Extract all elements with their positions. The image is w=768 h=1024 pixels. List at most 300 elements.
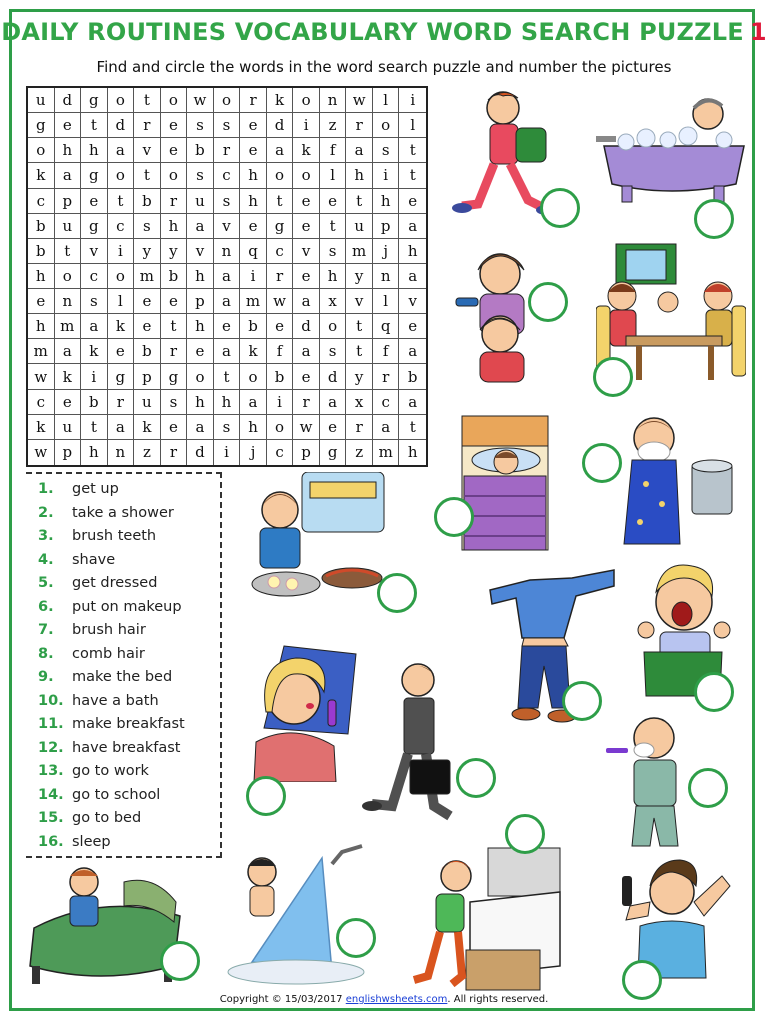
grid-letter[interactable]: e <box>214 314 241 339</box>
grid-letter[interactable]: s <box>373 138 400 163</box>
word-number: 9. <box>38 669 54 685</box>
grid-letter[interactable]: e <box>134 314 161 339</box>
grid-letter[interactable]: r <box>134 113 161 138</box>
word-text: comb hair <box>72 645 145 662</box>
grid-letter[interactable]: x <box>346 390 373 415</box>
grid-letter[interactable]: a <box>187 214 214 239</box>
word-text: sleep <box>72 833 111 850</box>
grid-letter[interactable]: e <box>240 214 267 239</box>
grid-letter[interactable]: n <box>373 264 400 289</box>
grid-letter[interactable]: h <box>187 314 214 339</box>
grid-letter[interactable]: t <box>399 415 426 440</box>
word-number: 13. <box>38 763 64 779</box>
grid-letter[interactable]: e <box>161 113 188 138</box>
word-text: take a shower <box>72 504 174 521</box>
word-number: 15. <box>38 810 64 826</box>
word-number: 3. <box>38 528 54 544</box>
word-text: get dressed <box>72 575 158 591</box>
grid-letter[interactable]: g <box>267 214 294 239</box>
grid-letter[interactable]: z <box>134 440 161 465</box>
grid-letter[interactable]: d <box>267 113 294 138</box>
copyright-link[interactable]: englishwsheets.com <box>345 994 448 1005</box>
grid-letter[interactable]: c <box>28 189 55 214</box>
grid-letter[interactable]: u <box>134 390 161 415</box>
grid-letter[interactable]: c <box>267 239 294 264</box>
grid-letter[interactable]: o <box>187 364 214 389</box>
grid-letter[interactable]: y <box>346 364 373 389</box>
grid-letter[interactable]: a <box>81 314 108 339</box>
grid-letter[interactable]: k <box>267 88 294 113</box>
grid-letter[interactable]: d <box>320 364 347 389</box>
grid-letter[interactable]: y <box>161 239 188 264</box>
picture-take-a-shower <box>222 842 368 986</box>
grid-letter[interactable]: n <box>108 440 135 465</box>
answer-circle[interactable] <box>540 188 580 228</box>
grid-letter[interactable]: t <box>320 214 347 239</box>
word-text: brush teeth <box>72 528 157 544</box>
grid-letter[interactable]: i <box>108 239 135 264</box>
word-list-item <box>38 784 160 806</box>
grid-letter[interactable]: a <box>187 415 214 440</box>
word-number: 8. <box>38 645 54 662</box>
grid-letter[interactable]: a <box>267 138 294 163</box>
picture-brush-teeth <box>604 708 700 854</box>
grid-letter[interactable]: e <box>267 314 294 339</box>
grid-letter[interactable]: o <box>108 88 135 113</box>
grid-letter[interactable]: d <box>108 113 135 138</box>
word-text: make breakfast <box>72 716 185 732</box>
grid-letter[interactable]: i <box>267 390 294 415</box>
grid-letter[interactable]: o <box>55 264 82 289</box>
grid-letter[interactable]: p <box>373 214 400 239</box>
grid-letter[interactable]: s <box>187 163 214 188</box>
grid-letter[interactable]: i <box>293 113 320 138</box>
word-text: put on makeup <box>72 598 182 615</box>
grid-letter[interactable]: h <box>346 163 373 188</box>
answer-circle[interactable] <box>582 443 622 483</box>
grid-letter[interactable]: t <box>346 339 373 364</box>
grid-letter[interactable]: k <box>28 415 55 440</box>
grid-letter[interactable]: r <box>293 390 320 415</box>
grid-letter[interactable]: r <box>108 390 135 415</box>
grid-letter[interactable]: h <box>407 443 418 462</box>
grid-letter[interactable]: h <box>187 390 214 415</box>
grid-letter[interactable]: r <box>346 415 373 440</box>
grid-letter[interactable]: r <box>214 138 241 163</box>
grid-letter[interactable]: e <box>320 415 347 440</box>
grid-letter[interactable]: e <box>187 339 214 364</box>
grid-letter[interactable]: e <box>293 264 320 289</box>
grid-letter[interactable]: i <box>214 440 241 465</box>
grid-letter[interactable]: t <box>134 163 161 188</box>
grid-letter[interactable]: s <box>214 415 241 440</box>
grid-letter[interactable]: m <box>28 339 55 364</box>
word-list-item <box>38 737 180 759</box>
grid-letter[interactable]: z <box>320 113 347 138</box>
grid-letter[interactable]: h <box>55 138 82 163</box>
grid-letter[interactable]: o <box>293 88 320 113</box>
grid-letter[interactable]: o <box>28 138 55 163</box>
grid-letter[interactable]: n <box>320 88 347 113</box>
answer-circle[interactable] <box>505 814 545 854</box>
grid-letter[interactable]: a <box>108 415 135 440</box>
grid-letter[interactable]: o <box>161 88 188 113</box>
word-number: 7. <box>38 622 54 638</box>
answer-circle[interactable] <box>562 681 602 721</box>
grid-letter[interactable]: k <box>240 339 267 364</box>
grid-letter[interactable]: a <box>399 214 426 239</box>
answer-circle[interactable] <box>456 758 496 798</box>
answer-circle[interactable] <box>694 672 734 712</box>
grid-letter[interactable]: e <box>293 364 320 389</box>
word-text: shave <box>72 551 116 568</box>
grid-letter[interactable]: l <box>373 88 400 113</box>
grid-letter[interactable]: o <box>240 364 267 389</box>
grid-letter[interactable]: w <box>267 289 294 314</box>
grid-letter[interactable]: f <box>267 339 294 364</box>
grid-letter[interactable]: v <box>399 289 426 314</box>
grid-letter[interactable]: t <box>214 364 241 389</box>
grid-letter[interactable]: a <box>293 289 320 314</box>
grid-letter[interactable]: e <box>134 289 161 314</box>
grid-letter[interactable]: k <box>108 314 135 339</box>
grid-letter[interactable]: f <box>373 339 400 364</box>
grid-letter[interactable]: e <box>161 415 188 440</box>
answer-circle[interactable] <box>377 573 417 613</box>
grid-letter[interactable]: m <box>134 264 161 289</box>
copyright-text: Copyright © 15/03/2017 <box>219 994 346 1005</box>
answer-circle[interactable] <box>160 941 200 981</box>
grid-letter[interactable]: a <box>373 415 400 440</box>
grid-letter[interactable]: e <box>399 314 426 339</box>
grid-letter[interactable]: b <box>267 364 294 389</box>
grid-letter[interactable]: d <box>55 88 82 113</box>
grid-letter[interactable]: a <box>214 264 241 289</box>
grid-letter[interactable]: e <box>28 289 55 314</box>
grid-letter[interactable]: s <box>81 289 108 314</box>
grid-letter[interactable]: v <box>187 239 214 264</box>
grid-letter[interactable]: k <box>28 163 55 188</box>
grid-letter[interactable]: n <box>214 239 241 264</box>
word-text: get up <box>72 481 119 497</box>
grid-letter[interactable]: g <box>320 440 347 465</box>
grid-letter[interactable]: s <box>187 113 214 138</box>
grid-letter[interactable]: o <box>320 314 347 339</box>
word-text: go to bed <box>72 810 142 826</box>
picture-sleep <box>460 410 552 556</box>
word-text: go to school <box>72 786 161 803</box>
grid-letter[interactable]: u <box>55 415 82 440</box>
title-text: DAILY ROUTINES VOCABULARY WORD SEARCH PUZZLE <box>1 18 744 46</box>
grid-letter[interactable]: t <box>108 189 135 214</box>
grid-letter[interactable]: c <box>28 390 55 415</box>
grid-letter[interactable]: t <box>55 239 82 264</box>
grid-letter[interactable]: z <box>346 440 373 465</box>
grid-letter[interactable]: h <box>373 189 400 214</box>
grid-letter[interactable]: m <box>373 440 400 465</box>
grid-letter[interactable]: o <box>293 163 320 188</box>
grid-letter[interactable]: u <box>346 214 373 239</box>
word-number: 16. <box>38 833 64 850</box>
grid-letter[interactable]: e <box>161 289 188 314</box>
word-text: brush hair <box>72 622 146 638</box>
grid-letter[interactable]: b <box>161 264 188 289</box>
grid-letter[interactable]: h <box>240 415 267 440</box>
grid-letter[interactable]: e <box>161 138 188 163</box>
grid-letter[interactable]: p <box>293 440 320 465</box>
grid-letter[interactable]: a <box>293 339 320 364</box>
picture-make-the-bed <box>400 846 566 992</box>
copyright-suffix: . All rights reserved. <box>447 994 549 1005</box>
grid-letter[interactable]: s <box>320 339 347 364</box>
grid-letter[interactable]: s <box>214 189 241 214</box>
grid-letter[interactable]: l <box>373 289 400 314</box>
grid-letter[interactable]: o <box>373 113 400 138</box>
grid-letter[interactable]: j <box>240 440 267 465</box>
grid-letter[interactable]: e <box>293 214 320 239</box>
grid-letter[interactable]: w <box>293 415 320 440</box>
grid-letter[interactable]: k <box>134 415 161 440</box>
word-number: 14. <box>38 786 64 803</box>
grid-letter[interactable]: r <box>161 339 188 364</box>
grid-letter[interactable]: u <box>187 189 214 214</box>
word-number: 10. <box>38 692 64 709</box>
grid-letter[interactable]: p <box>55 189 82 214</box>
grid-letter[interactable]: b <box>240 314 267 339</box>
grid-letter[interactable]: t <box>134 88 161 113</box>
grid-letter[interactable]: r <box>267 264 294 289</box>
grid-letter[interactable]: a <box>399 339 426 364</box>
word-text: make the bed <box>72 669 173 685</box>
grid-letter[interactable]: e <box>55 113 82 138</box>
picture-go-to-bed <box>24 862 184 986</box>
grid-letter[interactable]: m <box>55 314 82 339</box>
instructions: Find and circle the words in the word search puzzle and number the pictures <box>96 58 672 76</box>
grid-letter[interactable]: v <box>214 214 241 239</box>
picture-shave <box>606 404 736 550</box>
grid-letter[interactable]: m <box>240 289 267 314</box>
grid-letter[interactable]: d <box>187 440 214 465</box>
answer-circle[interactable] <box>593 357 633 397</box>
grid-letter[interactable]: s <box>320 239 347 264</box>
grid-letter[interactable]: o <box>267 415 294 440</box>
grid-letter[interactable]: r <box>161 440 188 465</box>
grid-letter[interactable]: h <box>214 390 241 415</box>
grid-letter[interactable]: i <box>399 88 426 113</box>
grid-letter[interactable]: v <box>346 289 373 314</box>
grid-letter[interactable]: a <box>399 390 426 415</box>
grid-letter[interactable]: e <box>240 113 267 138</box>
grid-letter[interactable]: s <box>134 214 161 239</box>
grid-letter[interactable]: t <box>267 189 294 214</box>
grid-letter[interactable]: l <box>320 163 347 188</box>
grid-letter[interactable]: f <box>320 138 347 163</box>
grid-letter[interactable]: q <box>240 239 267 264</box>
grid-letter[interactable]: j <box>373 239 400 264</box>
word-search-grid[interactable] <box>26 86 428 467</box>
grid-letter[interactable]: a <box>320 390 347 415</box>
word-list-item <box>38 478 119 500</box>
grid-letter[interactable]: h <box>28 314 55 339</box>
grid-letter[interactable]: h <box>240 189 267 214</box>
grid-letter[interactable]: w <box>187 88 214 113</box>
grid-letter[interactable]: o <box>108 264 135 289</box>
grid-letter[interactable]: x <box>320 289 347 314</box>
answer-circle[interactable] <box>528 282 568 322</box>
grid-letter[interactable]: l <box>108 289 135 314</box>
worksheet-title <box>0 18 768 46</box>
grid-letter[interactable]: d <box>293 314 320 339</box>
word-list-item <box>38 643 145 665</box>
grid-letter[interactable]: v <box>81 239 108 264</box>
grid-letter[interactable]: e <box>399 189 426 214</box>
answer-circle[interactable] <box>694 199 734 239</box>
grid-letter[interactable]: a <box>55 163 82 188</box>
picture-have-a-bath <box>596 86 746 210</box>
grid-letter[interactable]: h <box>320 264 347 289</box>
grid-letter[interactable]: g <box>108 364 135 389</box>
word-list-item <box>38 549 115 571</box>
grid-letter[interactable]: q <box>373 314 400 339</box>
grid-letter[interactable]: k <box>293 138 320 163</box>
grid-letter[interactable]: i <box>373 163 400 188</box>
grid-letter[interactable]: h <box>81 138 108 163</box>
grid-letter[interactable]: c <box>108 214 135 239</box>
grid-letter[interactable]: b <box>134 189 161 214</box>
grid-letter[interactable]: b <box>28 214 55 239</box>
grid-letter[interactable]: g <box>28 113 55 138</box>
grid-letter[interactable]: t <box>399 163 426 188</box>
grid-letter[interactable]: h <box>240 163 267 188</box>
word-list-item <box>38 831 111 853</box>
grid-letter[interactable]: w <box>28 364 55 389</box>
grid-letter[interactable]: e <box>320 189 347 214</box>
grid-letter[interactable]: g <box>81 88 108 113</box>
grid-letter[interactable]: t <box>161 314 188 339</box>
grid-letter[interactable]: e <box>81 189 108 214</box>
grid-letter[interactable]: r <box>373 364 400 389</box>
word-list-item <box>38 619 146 641</box>
grid-letter[interactable]: m <box>346 239 373 264</box>
word-text: have a bath <box>72 692 159 709</box>
grid-letter[interactable]: t <box>81 415 108 440</box>
grid-letter[interactable]: k <box>81 339 108 364</box>
answer-circle[interactable] <box>434 497 474 537</box>
grid-letter[interactable]: a <box>108 138 135 163</box>
grid-letter[interactable]: e <box>240 138 267 163</box>
grid-letter[interactable]: u <box>55 214 82 239</box>
grid-letter[interactable]: u <box>28 88 55 113</box>
picture-make-breakfast <box>246 472 386 612</box>
grid-letter[interactable]: h <box>187 264 214 289</box>
grid-letter[interactable]: w <box>346 88 373 113</box>
grid-letter[interactable]: g <box>81 214 108 239</box>
grid-letter[interactable]: b <box>187 138 214 163</box>
grid-letter[interactable]: a <box>240 390 267 415</box>
word-list-item <box>38 525 156 547</box>
grid-letter[interactable]: h <box>399 239 426 264</box>
word-number: 12. <box>38 739 64 756</box>
grid-letter[interactable]: v <box>134 138 161 163</box>
grid-letter[interactable]: b <box>134 339 161 364</box>
word-list-item <box>38 713 185 735</box>
grid-letter[interactable]: v <box>293 239 320 264</box>
grid-letter[interactable]: y <box>346 264 373 289</box>
word-number: 1. <box>38 481 54 497</box>
grid-letter[interactable]: h <box>28 264 55 289</box>
word-text: have breakfast <box>72 739 181 756</box>
picture-put-on-makeup <box>244 642 362 782</box>
grid-letter[interactable]: t <box>346 314 373 339</box>
grid-letter[interactable]: r <box>346 113 373 138</box>
grid-letter[interactable]: h <box>161 214 188 239</box>
word-number: 4. <box>38 551 54 568</box>
grid-letter[interactable]: a <box>214 289 241 314</box>
grid-letter[interactable]: e <box>108 339 135 364</box>
grid-letter[interactable]: b <box>28 239 55 264</box>
grid-letter[interactable]: b <box>81 390 108 415</box>
grid-letter[interactable]: s <box>161 390 188 415</box>
grid-letter[interactable]: p <box>187 289 214 314</box>
grid-letter[interactable]: o <box>161 163 188 188</box>
grid-letter[interactable]: i <box>240 264 267 289</box>
grid-letter[interactable]: t <box>81 113 108 138</box>
copyright-footer <box>0 994 768 1005</box>
grid-letter[interactable]: w <box>28 440 55 465</box>
answer-circle[interactable] <box>336 918 376 958</box>
grid-letter[interactable]: p <box>55 440 82 465</box>
title-number: 1 <box>749 18 767 46</box>
grid-letter[interactable]: t <box>399 138 426 163</box>
grid-letter[interactable]: c <box>373 390 400 415</box>
grid-letter[interactable]: r <box>161 189 188 214</box>
grid-letter[interactable]: c <box>214 163 241 188</box>
word-number: 6. <box>38 598 54 615</box>
grid-letter[interactable]: t <box>346 189 373 214</box>
answer-circle[interactable] <box>688 768 728 808</box>
grid-letter[interactable]: h <box>81 440 108 465</box>
grid-letter[interactable]: y <box>134 239 161 264</box>
grid-letter[interactable]: i <box>81 364 108 389</box>
grid-letter[interactable]: c <box>81 264 108 289</box>
grid-letter[interactable]: g <box>81 163 108 188</box>
grid-letter[interactable]: n <box>55 289 82 314</box>
word-text: go to work <box>72 763 149 779</box>
grid-letter[interactable]: a <box>214 339 241 364</box>
grid-letter[interactable]: l <box>399 113 426 138</box>
grid-letter[interactable]: r <box>240 88 267 113</box>
word-list-item <box>38 666 172 688</box>
grid-letter[interactable]: b <box>399 364 426 389</box>
grid-letter[interactable]: o <box>267 163 294 188</box>
grid-letter[interactable]: a <box>346 138 373 163</box>
grid-letter[interactable]: c <box>267 440 294 465</box>
answer-circle[interactable] <box>246 776 286 816</box>
word-list-item <box>38 596 182 618</box>
word-number: 2. <box>38 504 54 521</box>
grid-letter[interactable]: o <box>214 88 241 113</box>
word-list <box>26 472 222 858</box>
grid-letter[interactable]: g <box>161 364 188 389</box>
grid-letter[interactable]: a <box>55 339 82 364</box>
grid-letter[interactable]: e <box>293 189 320 214</box>
grid-letter[interactable]: p <box>134 364 161 389</box>
grid-letter[interactable]: s <box>214 113 241 138</box>
grid-letter[interactable]: e <box>55 390 82 415</box>
grid-letter[interactable]: o <box>108 163 135 188</box>
grid-letter[interactable]: a <box>399 264 426 289</box>
grid-letter[interactable]: k <box>55 364 82 389</box>
